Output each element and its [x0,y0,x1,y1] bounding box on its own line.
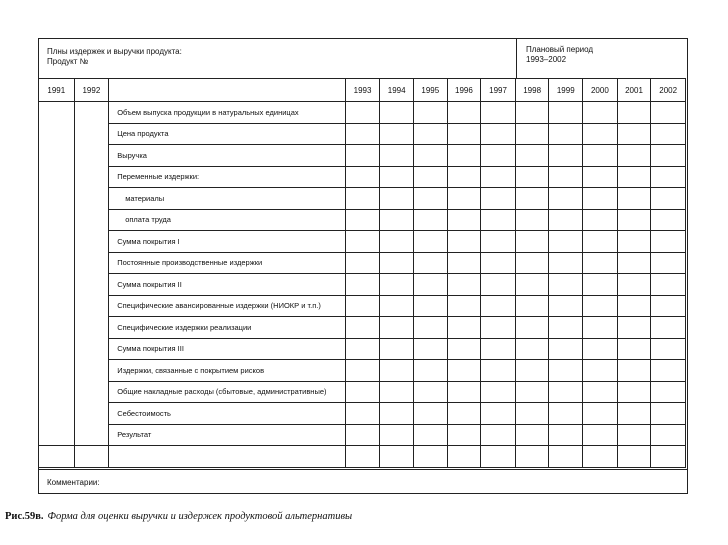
value-cell[interactable] [515,188,549,210]
value-cell[interactable] [583,317,618,339]
value-cell[interactable] [413,317,447,339]
value-cell[interactable] [617,231,651,253]
value-cell[interactable] [380,338,414,360]
row-label: оплата труда [109,209,346,231]
row-label: Переменные издержки: [109,166,346,188]
value-cell[interactable] [345,446,380,468]
value-cell[interactable] [651,145,686,167]
value-cell[interactable] [413,102,447,124]
year-header-cell: 2000 [583,79,618,102]
value-cell[interactable] [413,145,447,167]
value-cell[interactable] [481,338,516,360]
value-cell[interactable] [447,252,481,274]
value-cell[interactable] [651,274,686,296]
value-cell[interactable] [617,424,651,446]
value-cell[interactable] [651,403,686,425]
value-cell[interactable] [380,102,414,124]
value-cell[interactable] [413,360,447,382]
value-cell[interactable] [651,360,686,382]
comment-label: Комментарии: [47,478,100,487]
history-cell[interactable] [39,424,75,446]
comment-box [39,469,687,494]
value-cell[interactable] [583,403,618,425]
value-cell[interactable] [617,102,651,124]
value-cell[interactable] [345,231,380,253]
value-cell[interactable] [651,338,686,360]
history-cell[interactable] [39,166,75,188]
value-cell[interactable] [481,145,516,167]
value-cell[interactable] [380,166,414,188]
history-cell[interactable] [39,317,75,339]
value-cell[interactable] [481,403,516,425]
table-row [39,446,686,468]
table-row [39,424,686,446]
value-cell[interactable] [651,317,686,339]
value-cell[interactable] [413,166,447,188]
value-cell[interactable] [380,188,414,210]
row-label: Специфические издержки реализации [109,317,346,339]
value-cell[interactable] [549,403,583,425]
history-cell[interactable] [74,295,109,317]
table-row [39,317,686,339]
row-label: Специфические авансированные издержки (НИОКР и т.п.) [109,295,346,317]
caption-text: Форма для оценки выручки и издержек продуктовой альтернативы [47,511,353,522]
value-cell[interactable] [617,123,651,145]
value-cell[interactable] [651,188,686,210]
value-cell[interactable] [345,403,380,425]
value-cell[interactable] [515,231,549,253]
year-header-cell: 1999 [549,79,583,102]
row-label: Сумма покрытия II [109,274,346,296]
value-cell[interactable] [549,295,583,317]
table-row [39,338,686,360]
value-cell[interactable] [380,123,414,145]
value-cell[interactable] [413,424,447,446]
value-cell[interactable] [651,209,686,231]
value-cell[interactable] [413,252,447,274]
caption-number: Рис.59в. [5,511,44,522]
value-cell[interactable] [481,166,516,188]
value-cell[interactable] [515,381,549,403]
value-cell[interactable] [583,166,618,188]
value-cell[interactable] [481,274,516,296]
table-row [39,231,686,253]
history-cell[interactable] [74,231,109,253]
row-label: Постоянные производственные издержки [109,252,346,274]
value-cell[interactable] [481,424,516,446]
value-cell[interactable] [617,145,651,167]
value-cell[interactable] [515,274,549,296]
value-cell[interactable] [515,145,549,167]
value-cell[interactable] [549,102,583,124]
year-header-cell: 1997 [481,79,516,102]
year-header-cell: 1995 [413,79,447,102]
value-cell[interactable] [617,166,651,188]
value-cell[interactable] [380,424,414,446]
value-cell[interactable] [515,295,549,317]
value-cell[interactable] [549,360,583,382]
history-cell[interactable] [74,381,109,403]
value-cell[interactable] [617,274,651,296]
value-cell[interactable] [515,166,549,188]
label-header-cell [109,79,346,102]
planning-form [38,38,688,494]
year-header-cell: 1996 [447,79,481,102]
history-cell[interactable] [74,446,109,468]
value-cell[interactable] [549,231,583,253]
value-cell[interactable] [583,446,618,468]
value-cell[interactable] [447,403,481,425]
value-cell[interactable] [447,231,481,253]
history-cell[interactable] [74,403,109,425]
value-cell[interactable] [651,231,686,253]
year-header-cell: 1998 [515,79,549,102]
history-cell[interactable] [39,403,75,425]
value-cell[interactable] [447,145,481,167]
value-cell[interactable] [413,295,447,317]
value-cell[interactable] [413,274,447,296]
value-cell[interactable] [447,188,481,210]
form-header-right [517,39,689,79]
value-cell[interactable] [549,446,583,468]
value-cell[interactable] [481,295,516,317]
form-header-left [39,39,517,79]
value-cell[interactable] [515,403,549,425]
year-header-cell: 1993 [345,79,380,102]
planning-period-label: Плановый период [526,45,594,54]
history-cell[interactable] [39,274,75,296]
plan-table [38,78,686,468]
value-cell[interactable] [617,338,651,360]
value-cell[interactable] [583,274,618,296]
value-cell[interactable] [447,338,481,360]
value-cell[interactable] [617,188,651,210]
value-cell[interactable] [380,209,414,231]
table-row [39,145,686,167]
value-cell[interactable] [345,145,380,167]
value-cell[interactable] [651,295,686,317]
value-cell[interactable] [549,123,583,145]
history-cell[interactable] [39,102,75,124]
value-cell[interactable] [345,166,380,188]
value-cell[interactable] [345,381,380,403]
history-cell[interactable] [74,188,109,210]
year-header-cell: 1992 [74,79,109,102]
value-cell[interactable] [481,252,516,274]
value-cell[interactable] [481,360,516,382]
history-cell[interactable] [74,274,109,296]
value-cell[interactable] [380,360,414,382]
value-cell[interactable] [447,381,481,403]
history-cell[interactable] [74,123,109,145]
value-cell[interactable] [549,166,583,188]
value-cell[interactable] [481,102,516,124]
history-cell[interactable] [39,231,75,253]
year-header-cell: 1994 [380,79,414,102]
value-cell[interactable] [447,102,481,124]
value-cell[interactable] [651,381,686,403]
value-cell[interactable] [583,231,618,253]
value-cell[interactable] [651,252,686,274]
row-label: Результат [109,424,346,446]
history-cell[interactable] [39,252,75,274]
value-cell[interactable] [413,231,447,253]
value-cell[interactable] [481,209,516,231]
row-label: Сумма покрытия III [109,338,346,360]
row-label: материалы [109,188,346,210]
year-header-cell: 2001 [617,79,651,102]
year-header-cell: 1991 [39,79,75,102]
value-cell[interactable] [345,274,380,296]
value-cell[interactable] [380,252,414,274]
table-row [39,252,686,274]
value-cell[interactable] [481,188,516,210]
value-cell[interactable] [583,123,618,145]
value-cell[interactable] [549,381,583,403]
history-cell[interactable] [74,209,109,231]
value-cell[interactable] [413,209,447,231]
value-cell[interactable] [583,360,618,382]
value-cell[interactable] [447,209,481,231]
value-cell[interactable] [617,295,651,317]
year-header-cell: 2002 [651,79,686,102]
row-label: Общие накладные расходы (сбытовые, административные) [109,381,346,403]
value-cell[interactable] [345,295,380,317]
value-cell[interactable] [549,424,583,446]
value-cell[interactable] [345,102,380,124]
value-cell[interactable] [380,145,414,167]
history-cell[interactable] [74,102,109,124]
value-cell[interactable] [651,446,686,468]
value-cell[interactable] [447,295,481,317]
history-cell[interactable] [39,446,75,468]
value-cell[interactable] [515,209,549,231]
value-cell[interactable] [447,166,481,188]
value-cell[interactable] [413,188,447,210]
history-cell[interactable] [39,188,75,210]
value-cell[interactable] [515,102,549,124]
value-cell[interactable] [515,317,549,339]
value-cell[interactable] [481,231,516,253]
row-label: Сумма покрытия I [109,231,346,253]
value-cell[interactable] [549,317,583,339]
value-cell[interactable] [617,403,651,425]
value-cell[interactable] [413,338,447,360]
value-cell[interactable] [481,446,516,468]
table-row [39,403,686,425]
history-cell[interactable] [39,209,75,231]
value-cell[interactable] [617,446,651,468]
history-cell[interactable] [74,145,109,167]
value-cell[interactable] [380,446,414,468]
value-cell[interactable] [481,381,516,403]
history-cell[interactable] [39,295,75,317]
history-cell[interactable] [74,424,109,446]
value-cell[interactable] [515,252,549,274]
value-cell[interactable] [515,338,549,360]
table-row [39,166,686,188]
value-cell[interactable] [447,360,481,382]
value-cell[interactable] [583,252,618,274]
value-cell[interactable] [413,123,447,145]
value-cell[interactable] [447,317,481,339]
value-cell[interactable] [345,209,380,231]
value-cell[interactable] [549,338,583,360]
history-cell[interactable] [39,360,75,382]
table-row [39,360,686,382]
value-cell[interactable] [549,188,583,210]
table-row [39,209,686,231]
value-cell[interactable] [345,317,380,339]
value-cell[interactable] [583,338,618,360]
value-cell[interactable] [617,317,651,339]
value-cell[interactable] [345,338,380,360]
value-cell[interactable] [380,317,414,339]
value-cell[interactable] [515,123,549,145]
value-cell[interactable] [583,295,618,317]
row-label: Объем выпуска продукции в натуральных единицах [109,102,346,124]
form-header-product: Продукт № [47,57,89,66]
value-cell[interactable] [345,188,380,210]
value-cell[interactable] [651,102,686,124]
history-cell[interactable] [74,317,109,339]
value-cell[interactable] [651,123,686,145]
value-cell[interactable] [413,446,447,468]
value-cell[interactable] [380,381,414,403]
value-cell[interactable] [617,209,651,231]
value-cell[interactable] [583,145,618,167]
value-cell[interactable] [515,424,549,446]
value-cell[interactable] [617,360,651,382]
table-row [39,102,686,124]
history-cell[interactable] [39,145,75,167]
value-cell[interactable] [583,381,618,403]
form-header-title: Плны издержек и выручки продукта: [47,47,182,56]
value-cell[interactable] [481,317,516,339]
value-cell[interactable] [345,360,380,382]
value-cell[interactable] [549,252,583,274]
history-cell[interactable] [39,381,75,403]
value-cell[interactable] [345,123,380,145]
figure-caption [5,511,352,522]
row-label: Выручка [109,145,346,167]
value-cell[interactable] [413,403,447,425]
value-cell[interactable] [447,123,481,145]
value-cell[interactable] [413,381,447,403]
history-cell[interactable] [74,166,109,188]
value-cell[interactable] [549,209,583,231]
value-cell[interactable] [617,381,651,403]
value-cell[interactable] [583,188,618,210]
value-cell[interactable] [651,166,686,188]
value-cell[interactable] [583,102,618,124]
history-cell[interactable] [74,338,109,360]
value-cell[interactable] [481,123,516,145]
value-cell[interactable] [345,424,380,446]
value-cell[interactable] [617,252,651,274]
table-row [39,295,686,317]
history-cell[interactable] [39,338,75,360]
value-cell[interactable] [549,274,583,296]
year-header-row [39,79,686,102]
value-cell[interactable] [651,424,686,446]
value-cell[interactable] [345,252,380,274]
planning-period-range: 1993–2002 [526,55,567,64]
value-cell[interactable] [549,145,583,167]
history-cell[interactable] [74,252,109,274]
value-cell[interactable] [447,446,481,468]
value-cell[interactable] [380,403,414,425]
table-row [39,188,686,210]
table-row [39,123,686,145]
value-cell[interactable] [447,274,481,296]
history-cell[interactable] [39,123,75,145]
history-cell[interactable] [74,360,109,382]
value-cell[interactable] [380,231,414,253]
table-row [39,274,686,296]
value-cell[interactable] [380,295,414,317]
value-cell[interactable] [583,424,618,446]
value-cell[interactable] [380,274,414,296]
value-cell[interactable] [515,360,549,382]
table-row [39,381,686,403]
row-label [109,446,346,468]
row-label: Издержки, связанные с покрытием рисков [109,360,346,382]
row-label: Цена продукта [109,123,346,145]
row-label: Себестоимость [109,403,346,425]
value-cell[interactable] [583,209,618,231]
value-cell[interactable] [515,446,549,468]
value-cell[interactable] [447,424,481,446]
